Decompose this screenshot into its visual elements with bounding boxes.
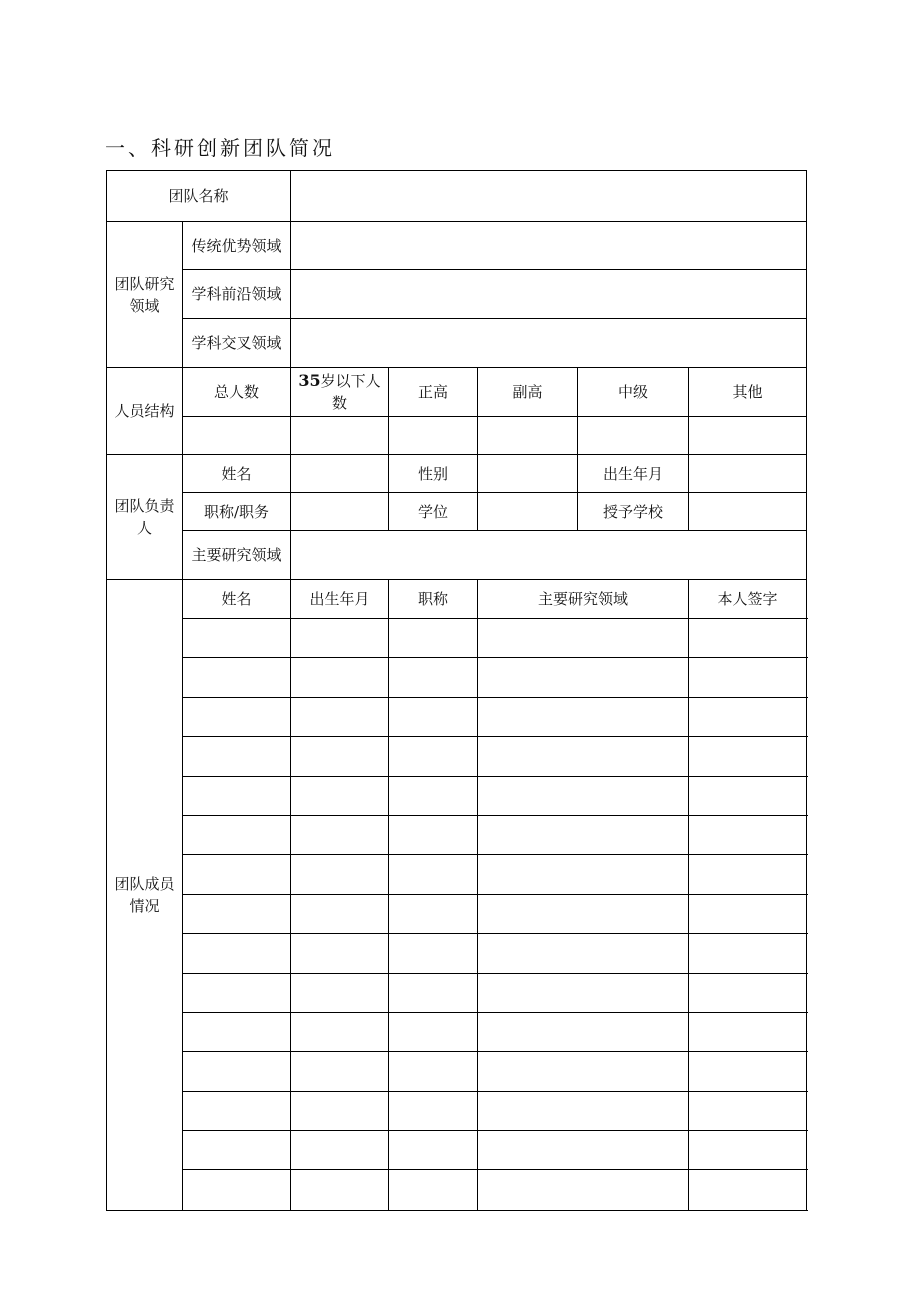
section-title: 一、科研创新团队简况: [105, 136, 335, 160]
member-birth-header: 出生年月: [291, 580, 389, 619]
member-name-cell[interactable]: [183, 776, 291, 815]
member-title-cell[interactable]: [389, 1052, 478, 1091]
table-row: [107, 855, 807, 894]
member-field-cell[interactable]: [478, 697, 689, 736]
member-birth-cell[interactable]: [291, 776, 389, 815]
member-sign-cell[interactable]: [689, 1052, 807, 1091]
member-sign-cell[interactable]: [689, 737, 807, 776]
member-birth-cell[interactable]: [291, 697, 389, 736]
member-field-cell[interactable]: [478, 658, 689, 697]
member-field-header: 主要研究领域: [478, 580, 689, 619]
member-name-header: 姓名: [183, 580, 291, 619]
under35-text: 岁以下人数: [320, 372, 381, 412]
member-name-cell[interactable]: [183, 1052, 291, 1091]
member-birth-cell[interactable]: [291, 658, 389, 697]
total-count-input[interactable]: [183, 417, 291, 455]
member-title-cell[interactable]: [389, 934, 478, 973]
team-name-label: 团队名称: [107, 171, 291, 222]
member-sign-cell[interactable]: [689, 894, 807, 933]
middle-input[interactable]: [578, 417, 689, 455]
member-title-cell[interactable]: [389, 658, 478, 697]
leader-title-input[interactable]: [291, 493, 389, 531]
member-sign-cell[interactable]: [689, 1012, 807, 1051]
member-birth-cell[interactable]: [291, 855, 389, 894]
member-sign-cell[interactable]: [689, 1091, 807, 1130]
member-birth-cell[interactable]: [291, 1131, 389, 1170]
member-sign-cell[interactable]: [689, 658, 807, 697]
member-title-cell[interactable]: [389, 815, 478, 854]
member-title-header: 职称: [389, 580, 478, 619]
member-name-cell[interactable]: [183, 1170, 291, 1211]
member-title-cell[interactable]: [389, 855, 478, 894]
table-row: [107, 737, 807, 776]
member-field-cell[interactable]: [478, 934, 689, 973]
member-birth-cell[interactable]: [291, 973, 389, 1012]
other-input[interactable]: [689, 417, 807, 455]
table-row: [107, 619, 807, 658]
total-count-header: 总人数: [183, 368, 291, 417]
member-name-cell[interactable]: [183, 737, 291, 776]
member-birth-cell[interactable]: [291, 737, 389, 776]
member-name-cell[interactable]: [183, 934, 291, 973]
frontier-field-input[interactable]: [291, 270, 807, 319]
leader-school-label: 授予学校: [578, 493, 689, 531]
member-field-cell[interactable]: [478, 1170, 689, 1211]
leader-degree-label: 学位: [389, 493, 478, 531]
member-name-cell[interactable]: [183, 658, 291, 697]
member-field-cell[interactable]: [478, 1091, 689, 1130]
vice-senior-header: 副高: [478, 368, 578, 417]
member-title-cell[interactable]: [389, 1131, 478, 1170]
member-title-cell[interactable]: [389, 1091, 478, 1130]
research-field-label: 团队研究领域: [107, 222, 183, 368]
member-field-cell[interactable]: [478, 815, 689, 854]
table-row: [107, 697, 807, 736]
member-title-cell[interactable]: [389, 697, 478, 736]
frontier-field-label: 学科前沿领域: [183, 270, 291, 319]
member-name-cell[interactable]: [183, 697, 291, 736]
member-sign-cell[interactable]: [689, 619, 807, 658]
member-field-cell[interactable]: [478, 619, 689, 658]
under35-input[interactable]: [291, 417, 389, 455]
traditional-field-label: 传统优势领域: [183, 222, 291, 270]
leader-school-input[interactable]: [689, 493, 807, 531]
member-sign-cell[interactable]: [689, 934, 807, 973]
member-birth-cell[interactable]: [291, 1052, 389, 1091]
member-field-cell[interactable]: [478, 894, 689, 933]
member-name-cell[interactable]: [183, 894, 291, 933]
member-name-cell[interactable]: [183, 973, 291, 1012]
member-field-cell[interactable]: [478, 973, 689, 1012]
member-name-cell[interactable]: [183, 619, 291, 658]
under35-number: 35: [298, 371, 321, 390]
leader-name-label: 姓名: [183, 455, 291, 493]
cross-field-input[interactable]: [291, 319, 807, 368]
member-title-cell[interactable]: [389, 1170, 478, 1211]
member-sign-header: 本人签字: [689, 580, 807, 619]
member-title-cell[interactable]: [389, 1012, 478, 1051]
member-name-cell[interactable]: [183, 815, 291, 854]
member-birth-cell[interactable]: [291, 894, 389, 933]
leader-title-label: 职称/职务: [183, 493, 291, 531]
leader-birth-label: 出生年月: [578, 455, 689, 493]
member-birth-cell[interactable]: [291, 815, 389, 854]
member-birth-cell[interactable]: [291, 1012, 389, 1051]
table-row: [107, 776, 807, 815]
vice-senior-input[interactable]: [478, 417, 578, 455]
leader-name-input[interactable]: [291, 455, 389, 493]
table-row: [107, 973, 807, 1012]
member-sign-cell[interactable]: [689, 815, 807, 854]
table-row: [107, 894, 807, 933]
member-name-cell[interactable]: [183, 1012, 291, 1051]
leader-field-label: 主要研究领域: [183, 531, 291, 580]
member-field-cell[interactable]: [478, 737, 689, 776]
member-sign-cell[interactable]: [689, 855, 807, 894]
table-row: [107, 934, 807, 973]
member-sign-cell[interactable]: [689, 776, 807, 815]
member-birth-cell[interactable]: [291, 619, 389, 658]
leader-degree-input[interactable]: [478, 493, 578, 531]
member-sign-cell[interactable]: [689, 1170, 807, 1211]
member-birth-cell[interactable]: [291, 1091, 389, 1130]
table-row: [107, 815, 807, 854]
team-name-field[interactable]: [291, 171, 807, 222]
leader-gender-label: 性别: [389, 455, 478, 493]
member-name-cell[interactable]: [183, 1091, 291, 1130]
member-field-cell[interactable]: [478, 776, 689, 815]
leader-gender-input[interactable]: [478, 455, 578, 493]
leader-birth-input[interactable]: [689, 455, 807, 493]
structure-label: 人员结构: [107, 368, 183, 455]
member-title-cell[interactable]: [389, 619, 478, 658]
leader-field-input[interactable]: [291, 531, 807, 580]
member-title-cell[interactable]: [389, 737, 478, 776]
other-header: 其他: [689, 368, 807, 417]
senior-input[interactable]: [389, 417, 478, 455]
member-name-cell[interactable]: [183, 1131, 291, 1170]
senior-header: 正高: [389, 368, 478, 417]
table-row: [107, 658, 807, 697]
member-sign-cell[interactable]: [689, 697, 807, 736]
member-field-cell[interactable]: [478, 1052, 689, 1091]
table-row: [107, 1012, 807, 1051]
table-row: [107, 1170, 807, 1211]
member-birth-cell[interactable]: [291, 934, 389, 973]
member-name-cell[interactable]: [183, 855, 291, 894]
table-row: [107, 1131, 807, 1170]
member-field-cell[interactable]: [478, 1012, 689, 1051]
table-row: [107, 1091, 807, 1130]
member-title-cell[interactable]: [389, 776, 478, 815]
leader-label: 团队负责人: [107, 455, 183, 580]
member-field-cell[interactable]: [478, 1131, 689, 1170]
under35-header: [291, 368, 389, 417]
middle-header: 中级: [578, 368, 689, 417]
member-sign-cell[interactable]: [689, 1131, 807, 1170]
member-sign-cell[interactable]: [689, 973, 807, 1012]
cross-field-label: 学科交叉领域: [183, 319, 291, 368]
traditional-field-input[interactable]: [291, 222, 807, 270]
member-field-cell[interactable]: [478, 855, 689, 894]
member-title-cell[interactable]: [389, 894, 478, 933]
team-info-table: [106, 170, 807, 1211]
member-title-cell[interactable]: [389, 973, 478, 1012]
table-row: [107, 1052, 807, 1091]
member-birth-cell[interactable]: [291, 1170, 389, 1211]
members-label: 团队成员情况: [107, 580, 183, 1211]
